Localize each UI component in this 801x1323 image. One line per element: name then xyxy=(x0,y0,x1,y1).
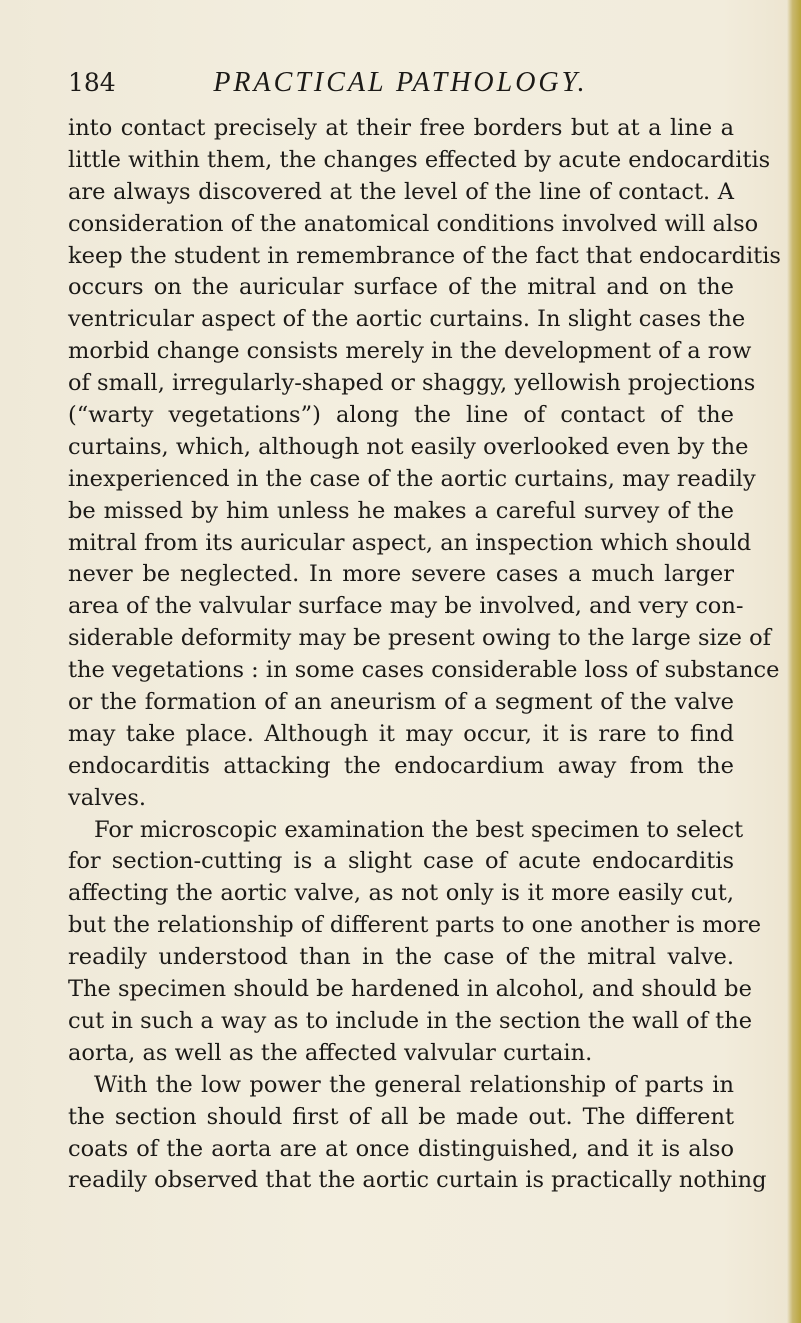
text-line: of small, irregularly-shaped or shaggy, yellowish projections xyxy=(68,370,756,397)
text-line: little within them, the changes effected by acute endocarditis xyxy=(68,146,771,173)
text-line: for section-cutting is a slight case of acute endocarditis xyxy=(68,848,734,875)
text-line: siderable deformity may be present owing to the large size of xyxy=(68,625,771,652)
text-line: the section should first of all be made out. The different xyxy=(68,1103,734,1130)
text-line: be missed by him unless he makes a careful survey of the xyxy=(68,497,734,524)
text-line: mitral from its auricular aspect, an inspection which should xyxy=(68,529,752,556)
page-header xyxy=(68,66,733,102)
page-edge xyxy=(787,0,801,1323)
text-line: into contact precisely at their free borders but at a line a xyxy=(68,115,734,141)
text-line: may take place. Although it may occur, it is rare to find xyxy=(68,720,734,747)
page-number: 184 xyxy=(68,68,116,97)
text-line: are always discovered at the level of the line of contact. A xyxy=(68,178,734,205)
text-line: valves. xyxy=(68,784,147,811)
text-line: the vegetations : in some cases considerable loss of substance xyxy=(68,657,780,684)
text-line: ventricular aspect of the aortic curtains. In slight cases the xyxy=(68,306,746,333)
body-text xyxy=(68,113,781,1197)
text-line: (“warty vegetations”) along the line of contact of the xyxy=(68,402,734,429)
running-head: PRACTICAL PATHOLOGY. xyxy=(213,67,588,98)
text-line: affecting the aortic valve, as not only is it more easily cut, xyxy=(68,880,734,907)
text-line: area of the valvular surface may be involved, and very con- xyxy=(68,593,744,620)
text-line: For microscopic examination the best specimen to select xyxy=(94,816,744,843)
text-line: readily understood than in the case of the mitral valve. xyxy=(68,944,734,971)
text-line: curtains, which, although not easily overlooked even by the xyxy=(68,433,749,460)
text-line: coats of the aorta are at once distinguished, and it is also xyxy=(68,1135,734,1162)
text-line: but the relationship of different parts to one another is more xyxy=(68,912,762,939)
text-line: morbid change consists merely in the development of a row xyxy=(68,338,752,365)
text-line: never be neglected. In more severe cases a much larger xyxy=(68,561,734,588)
text-line: keep the student in remembrance of the fact that endocarditis xyxy=(68,242,781,269)
text-line: or the formation of an aneurism of a segment of the valve xyxy=(68,689,734,716)
text-line: cut in such a way as to include in the section the wall of the xyxy=(68,1007,753,1034)
text-line: consideration of the anatomical conditions involved will also xyxy=(68,210,759,237)
text-line: endocarditis attacking the endocardium away from the xyxy=(68,752,734,779)
text-line: readily observed that the aortic curtain is practically nothing xyxy=(68,1167,767,1194)
text-line: occurs on the auricular surface of the mitral and on the xyxy=(68,274,734,301)
text-line: The specimen should be hardened in alcohol, and should be xyxy=(68,976,752,1003)
text-line: inexperienced in the case of the aortic curtains, may readily xyxy=(68,465,756,492)
text-line: With the low power the general relationship of parts in xyxy=(94,1071,734,1098)
text-line: aorta, as well as the affected valvular curtain. xyxy=(68,1039,593,1066)
